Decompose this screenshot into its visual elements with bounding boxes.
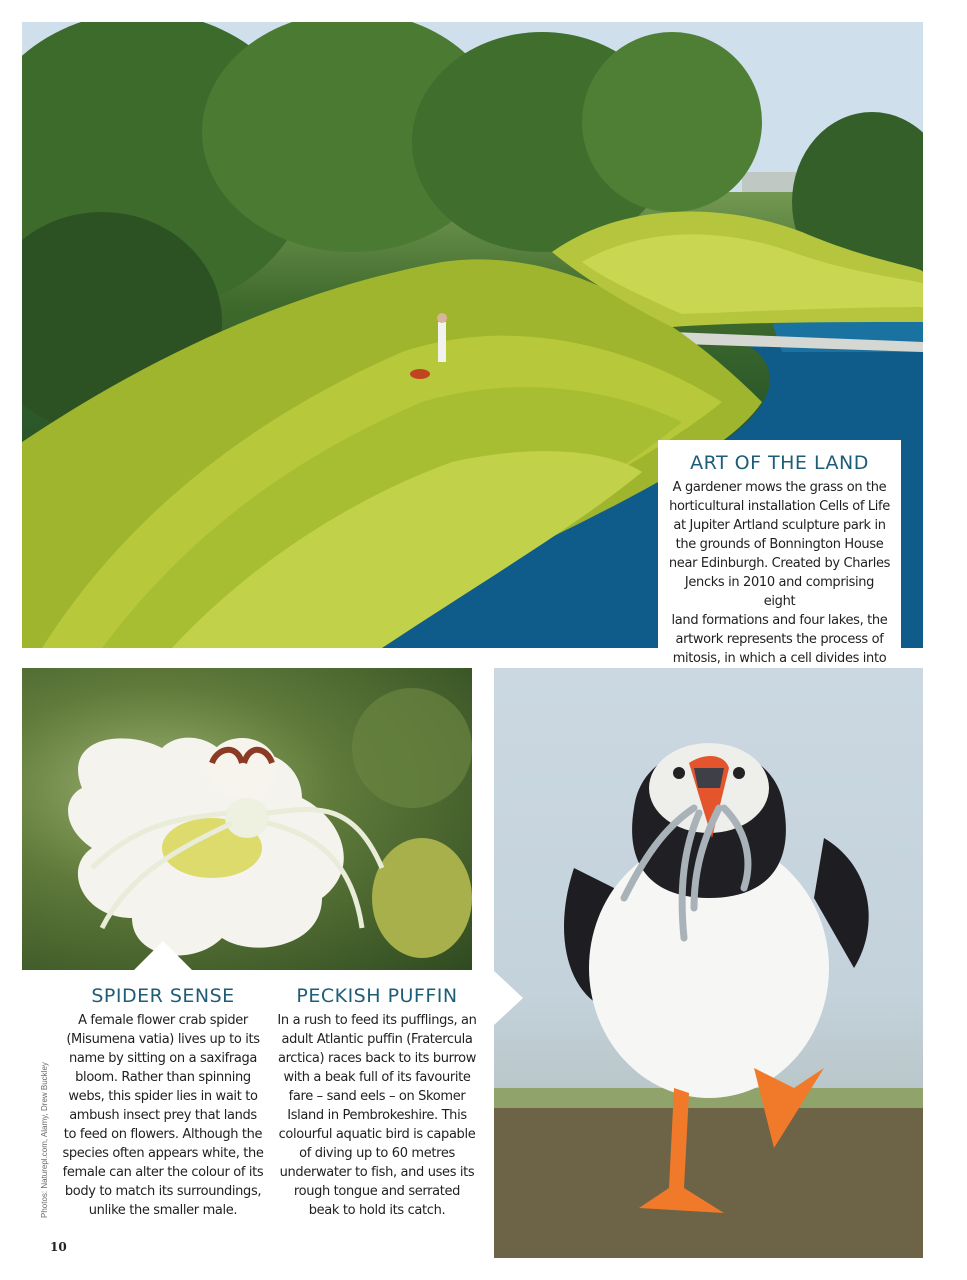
photo-credits: Photos: Naturepl.com, Alamy, Drew Buckley (40, 1062, 49, 1218)
caption-line: Jencks in 2010 and comprising eight (684, 575, 875, 609)
caption-line: female can alter the colour of its (62, 1165, 264, 1180)
caption-line: to feed on flowers. Although the (63, 1127, 263, 1142)
caption-line: rough tongue and serrated (293, 1184, 461, 1199)
caption-line: In a rush to feed its pufflings, an (277, 1013, 477, 1028)
caption-line: fare – sand eels – on Skomer (288, 1089, 466, 1104)
caption-line: (Misumena vatia) lives up to its (66, 1032, 260, 1047)
caption-line: horticultural installation Cells of Life (669, 499, 890, 514)
caption-line: land formations and four lakes, the (671, 613, 888, 628)
caption-line: beak to hold its catch. (308, 1203, 446, 1218)
caption-line: webs, this spider lies in wait to (68, 1089, 258, 1104)
caption-line: A female flower crab spider (78, 1013, 248, 1028)
caption-line: artwork represents the process of (675, 632, 884, 647)
land-caption-box (658, 440, 901, 666)
caption-line: colourful aquatic bird is capable (278, 1127, 476, 1142)
caption-line: arctica) races back to its burrow (277, 1051, 477, 1066)
spider-caption (62, 985, 264, 1220)
caption-line: unlike the smaller male. (88, 1203, 238, 1218)
page-number: 10 (50, 1240, 67, 1254)
spider-photo (22, 668, 472, 970)
caption-line: at Jupiter Artland sculpture park in (673, 518, 886, 533)
caption-line: with a beak full of its favourite (283, 1070, 471, 1085)
puffin-heading: PECKISH PUFFIN (296, 985, 458, 1007)
caption-line: bloom. Rather than spinning (75, 1070, 251, 1085)
land-caption-text (668, 478, 891, 687)
spider-heading: SPIDER SENSE (91, 985, 235, 1007)
caption-line: Island in Pembrokeshire. This (287, 1108, 467, 1123)
caption-line: adult Atlantic puffin (Fratercula (281, 1032, 473, 1047)
caption-line: name by sitting on a saxifraga (69, 1051, 257, 1066)
caption-line: species often appears white, the (62, 1146, 264, 1161)
caption-line: underwater to fish, and uses its (279, 1165, 475, 1180)
puffin-caption-text (276, 1011, 478, 1220)
caption-pointer (493, 970, 523, 1026)
caption-line: of diving up to 60 metres (299, 1146, 455, 1161)
spider-caption-text (62, 1011, 264, 1220)
puffin-caption (276, 985, 478, 1220)
caption-line: the grounds of Bonnington House (675, 537, 884, 552)
caption-line: near Edinburgh. Created by Charles (668, 556, 891, 571)
caption-line: body to match its surroundings, (64, 1184, 262, 1199)
puffin-photo (494, 668, 923, 1258)
land-heading: ART OF THE LAND (690, 452, 869, 474)
caption-line: ambush insect prey that lands (69, 1108, 257, 1123)
caption-pointer (133, 941, 193, 971)
caption-line: A gardener mows the grass on the (672, 480, 887, 495)
caption-line: mitosis, in which a cell divides into (672, 651, 887, 666)
